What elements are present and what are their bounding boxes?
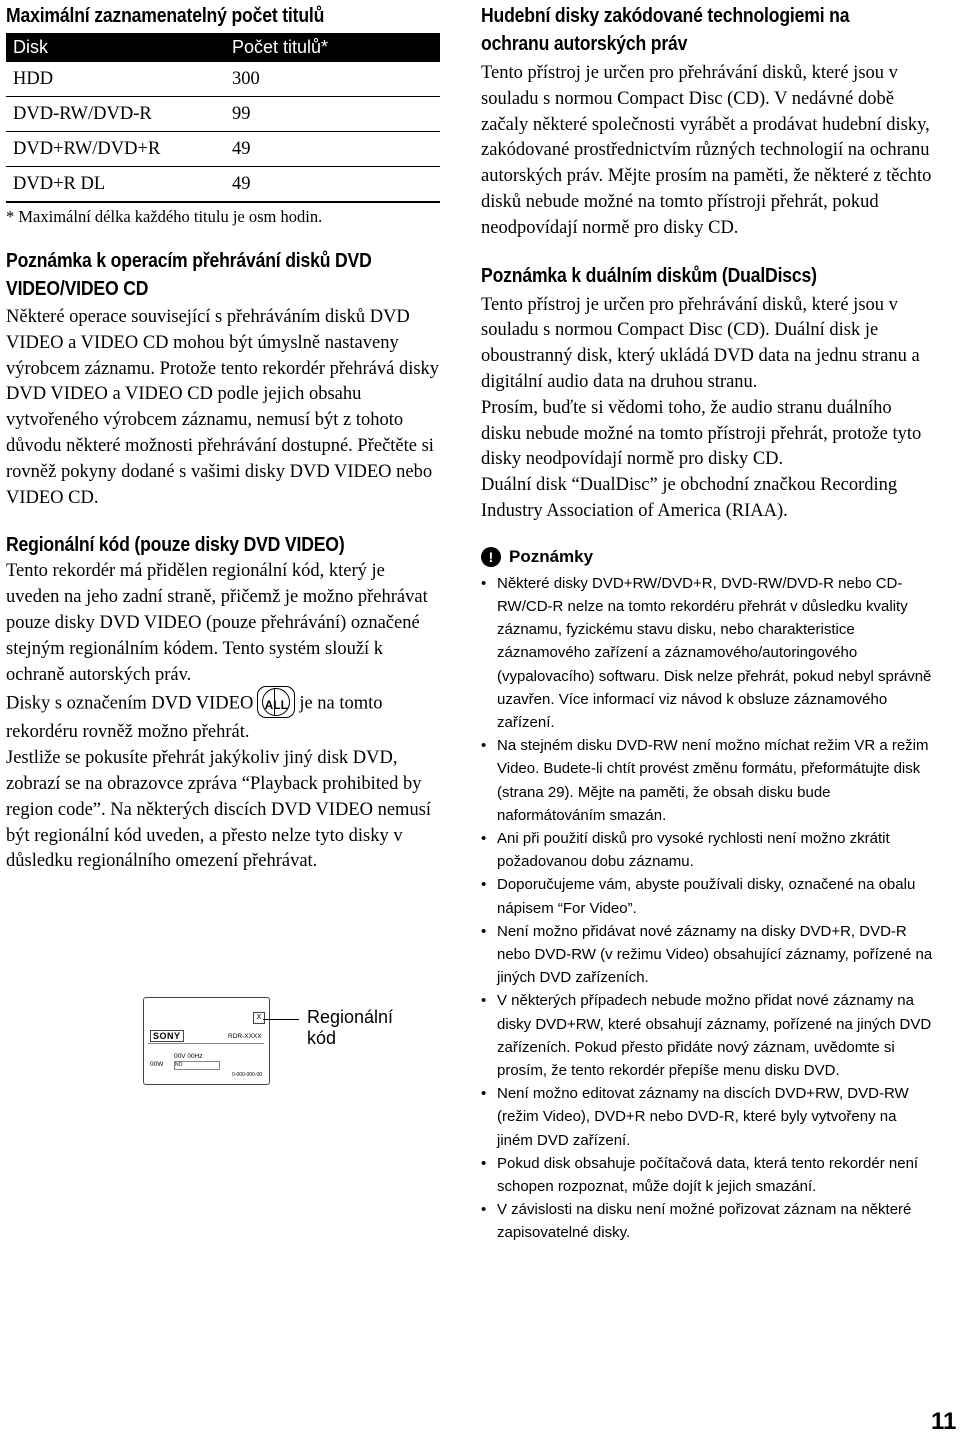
- list-item: • Některé disky DVD+RW/DVD+R, DVD-RW/DVD-R nebo CD-RW/CD-R nelze na tomto rekordéru přehrát v důsledku kvality záznamu, fyzickému stavu disku, nebo charakteristice záznamového zařízení a záznamového/autoringového (vypalovacího) softwaru. Disk nelze přehrát, pokud nebyl správně uzavřen. Více informací viz návod k obsluze záznamového zařízení.: [481, 572, 933, 734]
- list-item: • Pokud disk obsahuje počítačová data, která tento rekordér není schopen rozpoznat, může dojít k jejich smazání.: [481, 1152, 933, 1198]
- list-item: • Doporučujeme vám, abyste používali disky, označené na obalu nápisem “For Video”.: [481, 873, 933, 919]
- copyright-heading-line2: ochranu autorských práv: [481, 33, 688, 55]
- table-row: [6, 97, 440, 132]
- table-row: [6, 167, 440, 203]
- list-item: • Ani při použití disků pro vysoké rychlosti není možno zkrátit požadovanou dobu záznamu.: [481, 827, 933, 873]
- page-number: 11: [931, 1408, 957, 1435]
- list-item: • V některých případech nebude možno přidat nové záznamy na disky DVD+RW, které obsahují záznamy, pořízené na jiných DVD zařízeních. Pokud přesto přidáte nový záznam, uvědomte si prosím, že tento rekordér přepíše menu disku DVD.: [481, 989, 933, 1082]
- list-item: • Není možno editovat záznamy na discích DVD+RW, DVD-RW (režim Video), DVD+R nebo DVD-R, které byly vytvořeny na jiném DVD zařízení.: [481, 1082, 933, 1152]
- label-divider: [148, 1043, 264, 1044]
- callout-line1: Regionální: [307, 1007, 394, 1027]
- region-paragraph-3: Jestliže se pokusíte přehrát jakýkoliv jiný disk DVD, zobrazí se na obrazovce zpráva “Playback prohibited by region code”. Na některých discích DVD VIDEO nemusí být regionální kód uveden, a přesto nelze tyto disky v důsledku regionálního omezení přehrávat.: [6, 748, 432, 872]
- operations-body: Některé operace související s přehráváním disků DVD VIDEO a VIDEO CD mohou být úmyslně nastaveny výrobcem záznamu. Protože tento rekordér přehrává disky DVD VIDEO a VIDEO CD podle jejich obsahu vytvořeného výrobcem záznamu, nemusí být z tohoto důvodu některé možnosti přehrávání dostupné. Přečtěte si rovněž pokyny dodané s vašimi disky DVD VIDEO nebo VIDEO CD.: [6, 307, 440, 508]
- table-header-disk: Disk: [6, 33, 232, 62]
- table-cell: DVD+R DL: [6, 167, 232, 203]
- dualdisc-paragraph-1: Tento přístroj je určen pro přehrávání disků, které jsou v souladu s normou Compact Disc (CD). Duální disk je oboustranný disk, který ukládá DVD data na jednu stranu a digitální audio data na druhou stranu.: [481, 294, 920, 392]
- table-cell: 99: [232, 97, 440, 132]
- all-badge-text: ALL: [264, 698, 288, 713]
- region-p2-before: Disky s označením DVD VIDEO: [6, 693, 254, 714]
- right-column: [481, 0, 933, 1245]
- list-item: • Není možno přidávat nové záznamy na disky DVD+R, DVD-R nebo DVD-RW (v režimu Video) obsahující záznamy, pořízené na jiných DVD zařízeních.: [481, 920, 933, 990]
- serial-number: 0-000-000-00: [232, 1072, 263, 1078]
- table-cell: DVD-RW/DVD-R: [6, 97, 232, 132]
- dualdisc-paragraph-3: Duální disk “DualDisc” je obchodní značkou Recording Industry Association of America (RIAA).: [481, 475, 898, 521]
- callout-line: [263, 1019, 299, 1020]
- table-header-count: Počet titulů*: [232, 33, 440, 62]
- table-cell: 49: [232, 167, 440, 203]
- region-heading: Regionální kód (pouze disky DVD VIDEO): [6, 534, 345, 557]
- operations-heading-line1: Poznámka k operacím přehrávání disků DVD: [6, 250, 372, 272]
- titles-table: [6, 33, 440, 203]
- region-label-illustration: [143, 997, 270, 1085]
- table-footnote: * Maximální délka každého titulu je osm hodin.: [6, 207, 323, 226]
- notes-list: [481, 572, 933, 1245]
- operations-heading-line2: VIDEO/VIDEO CD: [6, 278, 149, 300]
- titles-heading: Maximální zaznamenatelný počet titulů: [6, 5, 325, 27]
- notes-title: Poznámky: [509, 546, 594, 566]
- left-column: [6, 0, 442, 875]
- region-code-mark: X: [253, 1012, 265, 1024]
- list-item: • Na stejném disku DVD-RW není možno míchat režim VR a režim Video. Budete-li chtít provést změnu formátu, přeformátujte disk (strana 29). Mějte na paměti, že obsah disku bude naformátováním smazán.: [481, 734, 933, 827]
- brand-logo: SONY: [150, 1030, 184, 1042]
- table-cell: 300: [232, 62, 440, 97]
- region-p2-after: je na tomto rekordéru rovněž možno přehrát.: [6, 693, 383, 743]
- notes-heading: [481, 547, 933, 567]
- table-cell: HDD: [6, 62, 232, 97]
- copyright-heading-line1: Hudební disky zakódované technologiemi na: [481, 5, 850, 27]
- label-box: NO: [174, 1061, 220, 1070]
- table-row: [6, 132, 440, 167]
- region-paragraph-2: [6, 688, 442, 746]
- copyright-heading: [481, 2, 934, 58]
- voltage-text: 00V 00Hz: [174, 1053, 203, 1060]
- list-item: • V závislosti na disku není možné pořizovat záznam na některé zapisovatelné disky.: [481, 1198, 933, 1244]
- model-number: RDR-XXXX: [228, 1033, 262, 1040]
- operations-heading: [6, 247, 443, 303]
- table-cell: 49: [232, 132, 440, 167]
- table-row: [6, 62, 440, 97]
- dualdisc-heading: Poznámka k duálním diskům (DualDiscs): [481, 264, 817, 287]
- copyright-body: Tento přístroj je určen pro přehrávání disků, které jsou v souladu s normou Compact Disc (CD). V nedávné době začaly některé společnosti vyrábět a prodávat hudební disky, zakódované prostřednictvím různých technologií na ochranu autorských práv. Mějte prosím na paměti, že některé z těchto disků nebude možné na tomto přístroji přehrát, pokud neodpovídají normě pro disky CD.: [481, 63, 932, 238]
- note-icon: !: [481, 547, 501, 567]
- power-text: 00W: [150, 1061, 164, 1068]
- region-paragraph-1: Tento rekordér má přidělen regionální kód, který je uveden na jeho zadní straně, přičemž je možno přehrávat pouze disky DVD VIDEO (pouze přehrávání) označené stejným regionálním kódem. Tento systém slouží k ochraně autorských práv.: [6, 561, 428, 685]
- region-code-callout: [307, 1007, 393, 1049]
- dualdisc-paragraph-2: Prosím, buďte si vědomi toho, že audio stranu duálního disku nebude možné na tomto přístroji přehrát, protože tyto disky neodpovídají normě pro disky CD.: [481, 397, 922, 470]
- all-region-icon: [257, 686, 295, 718]
- callout-line2: kód: [307, 1028, 337, 1048]
- table-cell: DVD+RW/DVD+R: [6, 132, 232, 167]
